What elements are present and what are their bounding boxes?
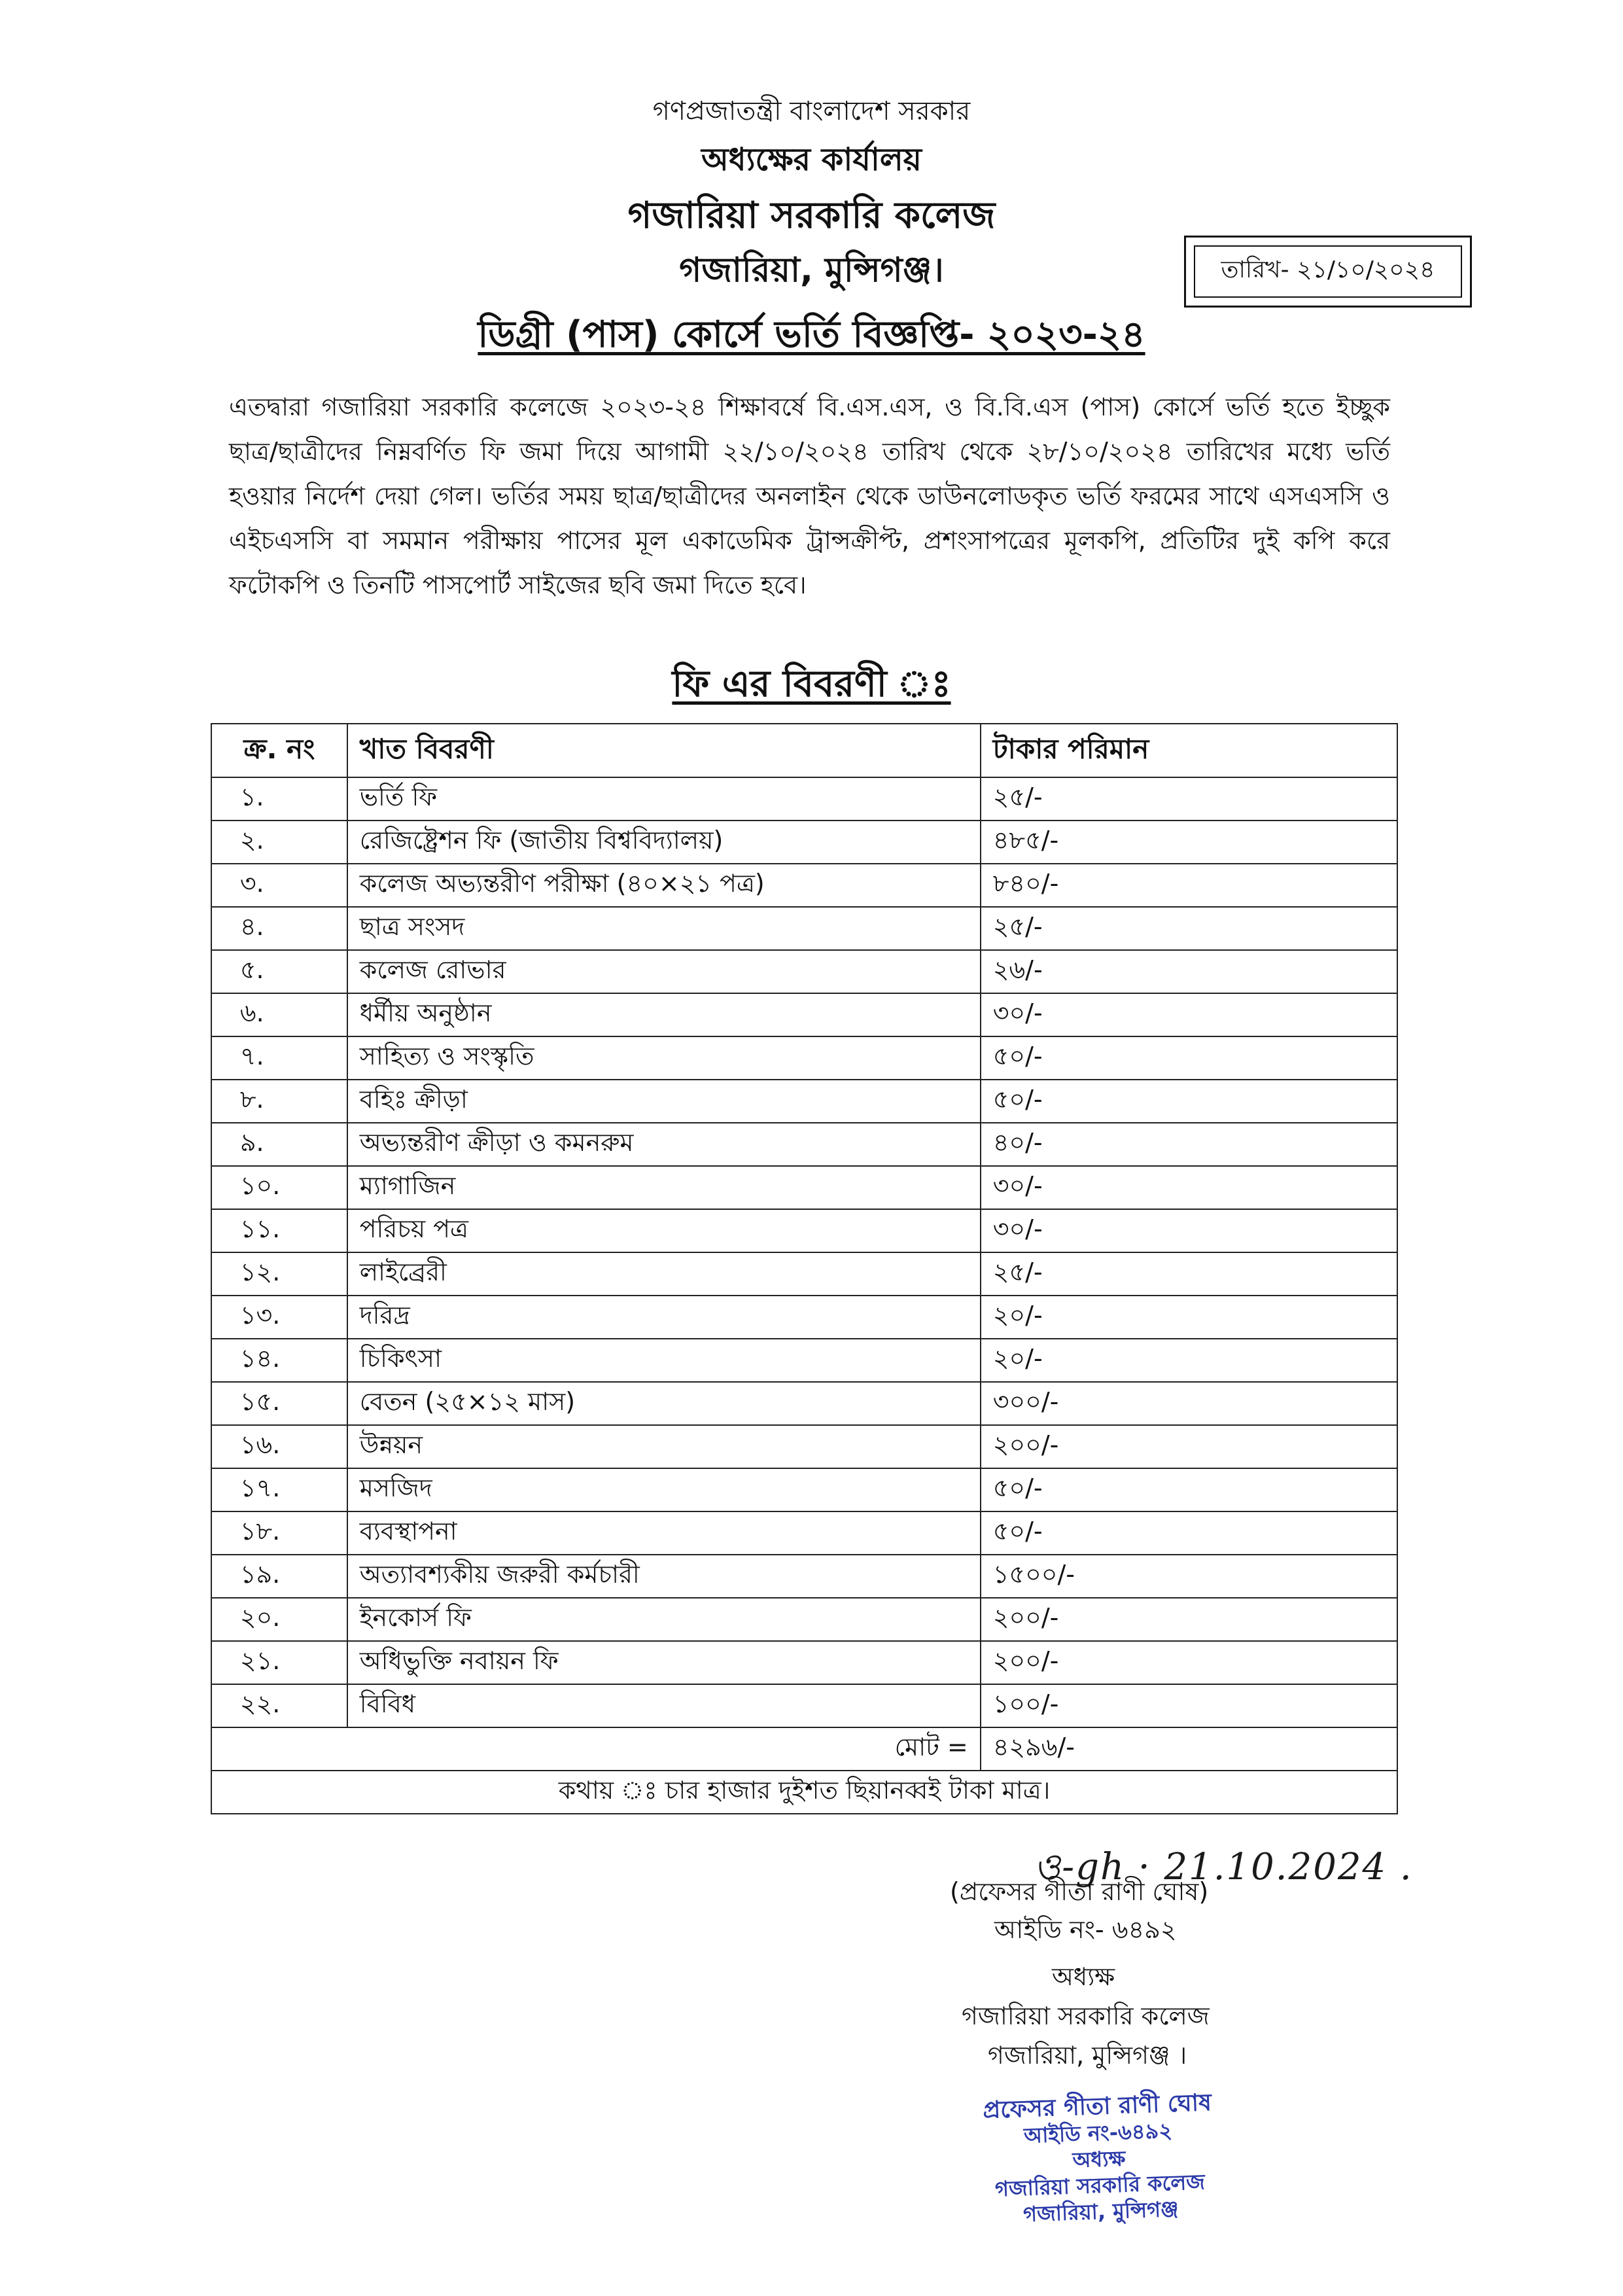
table-row [211, 1080, 1397, 1123]
item-cell: ইনকোর্স ফি [347, 1598, 981, 1641]
amount-cell: ২০/- [981, 1296, 1397, 1339]
amount-cell: ২৫/- [981, 1252, 1397, 1296]
serial-cell: ৬. [211, 993, 347, 1036]
signatory-place: গজারিয়া, মুন্সিগঞ্জ । [988, 2041, 1187, 2070]
item-cell: ছাত্র সংসদ [347, 907, 981, 950]
fee-table [211, 723, 1398, 1814]
table-row [211, 864, 1397, 907]
table-row [211, 1511, 1397, 1555]
item-cell: পরিচয় পত্র [347, 1209, 981, 1252]
item-cell: ভর্তি ফি [347, 777, 981, 821]
government-line: গণপ্রজাতন্ত্রী বাংলাদেশ সরকার [652, 96, 971, 126]
date-text: তারিখ- ২১/১০/২০২৪ [1194, 245, 1462, 298]
total-row [211, 1727, 1397, 1771]
serial-cell: ২২. [211, 1684, 347, 1727]
amount-cell: ২০০/- [981, 1425, 1397, 1468]
item-cell: বহিঃ ক্রীড়া [347, 1080, 981, 1123]
table-row [211, 777, 1397, 821]
amount-cell: ২০/- [981, 1339, 1397, 1382]
serial-cell: ৭. [211, 1036, 347, 1080]
table-row [211, 1684, 1397, 1727]
serial-cell: ৩. [211, 864, 347, 907]
item-cell: ধর্মীয় অনুষ্ঠান [347, 993, 981, 1036]
serial-cell: ২. [211, 821, 347, 864]
amount-cell: ২০০/- [981, 1641, 1397, 1684]
item-cell: কলেজ রোভার [347, 950, 981, 993]
college-location: গজারিয়া, মুন্সিগঞ্জ। [679, 251, 944, 290]
table-row [211, 1252, 1397, 1296]
amount-cell: ৩০/- [981, 1166, 1397, 1209]
serial-cell: ১৪. [211, 1339, 347, 1382]
signatory-college: গজারিয়া সরকারি কলেজ [962, 2002, 1210, 2030]
amount-in-words: কথায় ঃ চার হাজার দুইশত ছিয়ানব্বই টাকা মাত্র। [211, 1771, 1397, 1814]
item-cell: সাহিত্য ও সংস্কৃতি [347, 1036, 981, 1080]
item-cell: ম্যাগাজিন [347, 1166, 981, 1209]
table-row [211, 1598, 1397, 1641]
fee-heading: ফি এর বিবরণী ঃ [672, 663, 951, 705]
header-item: খাত বিবরণী [347, 724, 981, 777]
amount-cell: ৩০/- [981, 1209, 1397, 1252]
stamp-designation: অধ্যক্ষ [1072, 2146, 1126, 2173]
header-serial: ক্র. নং [211, 724, 347, 777]
table-row [211, 907, 1397, 950]
table-row [211, 1036, 1397, 1080]
table-header-row [211, 724, 1397, 777]
item-cell: বেতন (২৫×১২ মাস) [347, 1382, 981, 1425]
item-cell: লাইব্রেরী [347, 1252, 981, 1296]
amount-cell: ১০০/- [981, 1684, 1397, 1727]
table-row [211, 1555, 1397, 1598]
serial-cell: ১২. [211, 1252, 347, 1296]
table-row [211, 993, 1397, 1036]
amount-cell: ৫০/- [981, 1468, 1397, 1511]
serial-cell: ১০. [211, 1166, 347, 1209]
item-cell: দরিদ্র [347, 1296, 981, 1339]
serial-cell: ১৯. [211, 1555, 347, 1598]
table-row [211, 950, 1397, 993]
stamp-college: গজারিয়া সরকারি কলেজ [994, 2169, 1206, 2202]
item-cell: চিকিৎসা [347, 1339, 981, 1382]
table-row [211, 1209, 1397, 1252]
table-row [211, 1425, 1397, 1468]
serial-cell: ২১. [211, 1641, 347, 1684]
amount-cell: ২৫/- [981, 777, 1397, 821]
item-cell: কলেজ অভ্যন্তরীণ পরীক্ষা (৪০×২১ পত্র) [347, 864, 981, 907]
fee-table-body [211, 777, 1397, 1727]
item-cell: অধিভুক্তি নবায়ন ফি [347, 1641, 981, 1684]
notice-body: এতদ্বারা গজারিয়া সরকারি কলেজে ২০২৩-২৪ শিক্ষাবর্ষে বি.এস.এস, ও বি.বি.এস (পাস) কোর্সে ভর্তি হতে ইচ্ছুক ছাত্র/ছাত্রীদের নিম্নবর্ণিত ফি জমা দিয়ে আগামী ২২/১০/২০২৪ তারিখ থেকে ২৮/১০/২০২৪ তারিখের মধ্যে ভর্তি হওয়ার নির্দেশ দেয়া গেল। ভর্তির সময় ছাত্র/ছাত্রীদের অনলাইন থেকে ডাউনলোডকৃত ভর্তি ফরমের সাথে এসএসসি ও এইচএসসি বা সমমান পরীক্ষায় পাসের মূল একাডেমিক ট্রান্সক্রীপ্ট, প্রশংসাপত্রের মূলকপি, প্রতিটির দুই কপি করে ফটোকপি ও তিনটি পাসপোর্ট সাইজের ছবি জমা দিতে হবে। [229, 393, 1390, 599]
college-name: গজারিয়া সরকারি কলেজ [627, 194, 996, 237]
table-row [211, 1296, 1397, 1339]
serial-cell: ৪. [211, 907, 347, 950]
amount-cell: ৫০/- [981, 1036, 1397, 1080]
stamp-place: গজারিয়া, মুন্সিগঞ্জ [1022, 2196, 1179, 2227]
signatory-designation: অধ্যক্ষ [1052, 1962, 1115, 1991]
stamp-id: আইডি নং-৬৪৯২ [1023, 2118, 1173, 2148]
item-cell: অভ্যন্তরীণ ক্রীড়া ও কমনরুম [347, 1123, 981, 1166]
serial-cell: ৫. [211, 950, 347, 993]
amount-cell: ৫০/- [981, 1511, 1397, 1555]
amount-cell: ৮৪০/- [981, 864, 1397, 907]
in-words-row [211, 1771, 1397, 1814]
item-cell: উন্নয়ন [347, 1425, 981, 1468]
serial-cell: ১৫. [211, 1382, 347, 1425]
table-row [211, 1382, 1397, 1425]
total-value: ৪২৯৬/- [981, 1727, 1397, 1771]
office-line: অধ্যক্ষের কার্যালয় [701, 141, 922, 178]
date-box [1184, 236, 1472, 308]
amount-cell: ৩০০/- [981, 1382, 1397, 1425]
serial-cell: ১৬. [211, 1425, 347, 1468]
serial-cell: ১৩. [211, 1296, 347, 1339]
amount-cell: ৫০/- [981, 1080, 1397, 1123]
amount-cell: ২৬/- [981, 950, 1397, 993]
total-label: মোট = [211, 1727, 981, 1771]
table-row [211, 1166, 1397, 1209]
stamp-name: প্রফেসর গীতা রাণী ঘোষ [982, 2089, 1212, 2125]
table-row [211, 1123, 1397, 1166]
table-row [211, 821, 1397, 864]
item-cell: বিবিধ [347, 1684, 981, 1727]
notice-title: ডিগ্রী (পাস) কোর্সে ভর্তি বিজ্ঞপ্তি- ২০২৩-২৪ [478, 313, 1145, 356]
amount-cell: ২০০/- [981, 1598, 1397, 1641]
handwritten-signature: ও-gh · 21.10.2024 . [1034, 1846, 1413, 1888]
item-cell: অত্যাবশ্যকীয় জরুরী কর্মচারী [347, 1555, 981, 1598]
amount-cell: ৪৮৫/- [981, 821, 1397, 864]
header-amount: টাকার পরিমান [981, 724, 1397, 777]
serial-cell: ১১. [211, 1209, 347, 1252]
table-row [211, 1339, 1397, 1382]
table-row [211, 1468, 1397, 1511]
amount-cell: ৩০/- [981, 993, 1397, 1036]
serial-cell: ১৮. [211, 1511, 347, 1555]
signatory-name: (প্রফেসর গীতা রাণী ঘোষ) [950, 1877, 1209, 1906]
table-row [211, 1641, 1397, 1684]
item-cell: রেজিষ্ট্রেশন ফি (জাতীয় বিশ্ববিদ্যালয়) [347, 821, 981, 864]
item-cell: ব্যবস্থাপনা [347, 1511, 981, 1555]
serial-cell: ১৭. [211, 1468, 347, 1511]
amount-cell: ১৫০০/- [981, 1555, 1397, 1598]
serial-cell: ২০. [211, 1598, 347, 1641]
amount-cell: ৪০/- [981, 1123, 1397, 1166]
amount-cell: ২৫/- [981, 907, 1397, 950]
serial-cell: ৯. [211, 1123, 347, 1166]
signatory-id: আইডি নং- ৬৪৯২ [994, 1915, 1177, 1944]
official-seal-stamp [901, 2087, 1298, 2232]
serial-cell: ৮. [211, 1080, 347, 1123]
item-cell: মসজিদ [347, 1468, 981, 1511]
serial-cell: ১. [211, 777, 347, 821]
